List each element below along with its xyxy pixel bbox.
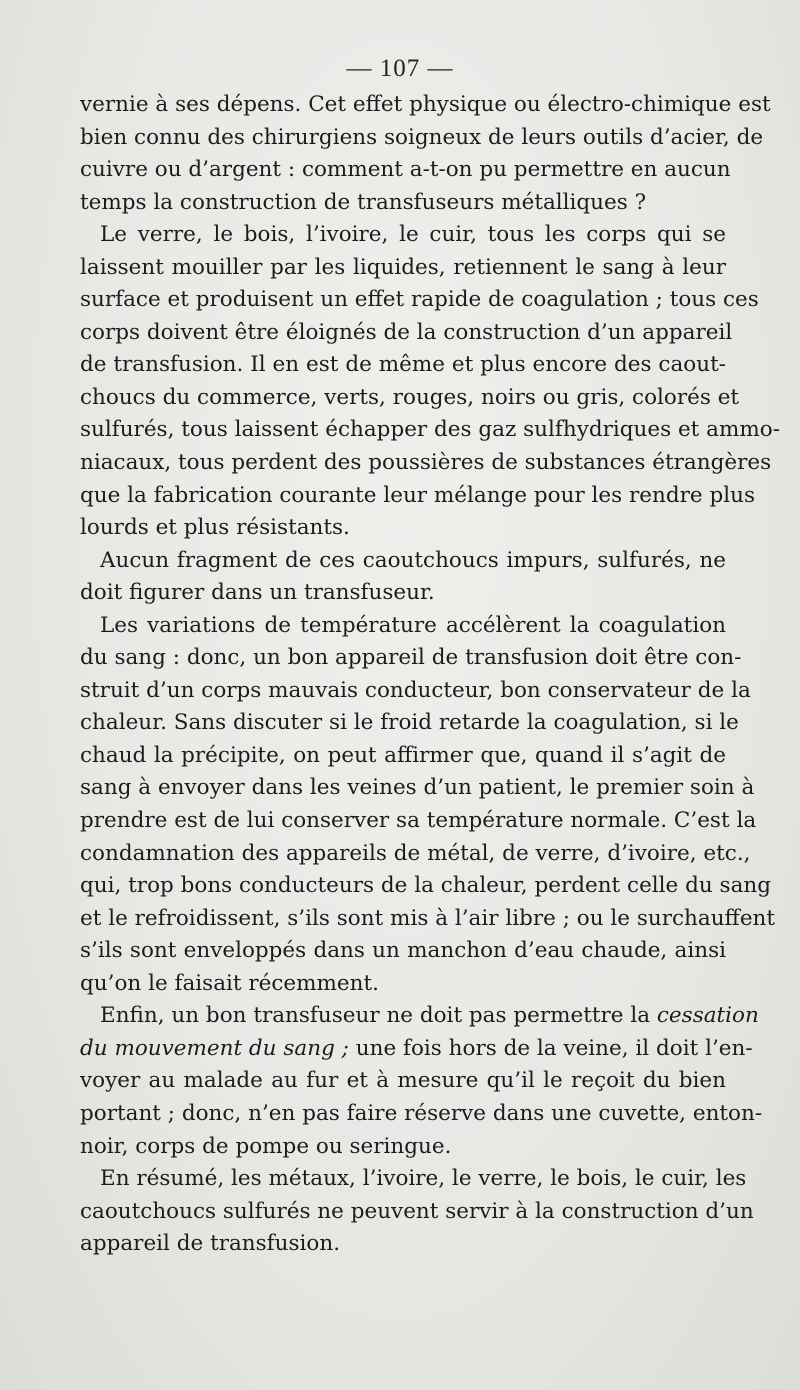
text-line-content: portant ; donc, n’en pas faire réserve dans une cuvette, enton-	[80, 1100, 763, 1126]
text-line	[80, 154, 731, 187]
text-line-content: et le refroidissent, s’ils sont mis à l’air libre ; ou le surchauffent	[80, 905, 776, 931]
text-line-content: cuivre ou d’argent : comment a-t-on pu permettre en aucun	[80, 157, 731, 183]
text-line-content: laissent mouiller par les liquides, retiennent le sang à leur	[80, 254, 726, 280]
text-line-content: vernie à ses dépens. Cet effet physique ou électro-chimique est	[80, 92, 771, 117]
text-line	[80, 382, 740, 415]
text-line	[80, 610, 726, 643]
text-line-content: de transfusion. Il en est de même et plus encore des caout-	[80, 352, 726, 378]
text-line	[80, 935, 726, 968]
text-line-content: corps doivent être éloignés de la construction d’un appareil	[80, 319, 733, 345]
text-line-content: chaud la précipite, on peut affirmer que, quand il s’agit de	[80, 742, 726, 768]
text-line-content: Enfin, un bon transfuseur ne doit pas permettre la	[100, 1003, 657, 1029]
text-line	[80, 219, 726, 252]
text-line-content: caoutchoucs sulfurés ne peuvent servir à la construction d’un	[80, 1198, 754, 1224]
text-line	[80, 447, 772, 480]
italic-phrase: cessation	[656, 1003, 759, 1029]
text-line	[80, 1163, 747, 1196]
text-line	[80, 1228, 726, 1261]
text-line	[80, 512, 726, 545]
text-line	[80, 1065, 726, 1098]
italic-phrase: du mouvement du sang ;	[80, 1035, 349, 1061]
text-line-content: En résumé, les métaux, l’ivoire, le verre, le bois, le cuir, les	[100, 1166, 747, 1192]
text-line-content: noir, corps de pompe ou seringue.	[80, 1133, 452, 1159]
text-line	[80, 480, 755, 513]
text-line-content: Le verre, le bois, l’ivoire, le cuir, tous les corps qui se	[100, 222, 726, 248]
text-line-content: struit d’un corps mauvais conducteur, bon conservateur de la	[80, 677, 751, 703]
text-line	[80, 317, 733, 350]
text-line	[80, 577, 726, 610]
text-line-content: surface et produisent un effet rapide de coagulation ; tous ces	[80, 287, 759, 313]
text-line	[80, 349, 726, 382]
text-line-content: sang à envoyer dans les veines d’un patient, le premier soin à	[80, 775, 755, 801]
text-line	[80, 968, 726, 1001]
text-line-content: qui, trop bons conducteurs de la chaleur, perdent celle du sang	[80, 873, 772, 899]
text-line	[80, 642, 742, 675]
text-line	[80, 838, 751, 871]
text-line	[80, 805, 757, 838]
page-number: — 107 —	[346, 55, 454, 82]
text-line-content: que la fabrication courante leur mélange pour les rendre plus	[80, 482, 755, 508]
text-line-content: doit figurer dans un transfuseur.	[80, 580, 435, 606]
text-line	[80, 675, 751, 708]
text-line	[80, 187, 726, 220]
text-line	[80, 414, 780, 447]
text-line-content: qu’on le faisait récemment.	[80, 970, 379, 996]
text-line	[80, 772, 755, 805]
text-line	[80, 284, 759, 317]
text-line-content: condamnation des appareils de métal, de verre, d’ivoire, etc.,	[80, 840, 751, 866]
text-line	[80, 707, 739, 740]
text-line	[80, 1033, 753, 1066]
text-line	[80, 1000, 759, 1033]
text-line-content: une fois hors de la veine, il doit l’en-	[348, 1035, 753, 1061]
text-line-content: appareil de transfusion.	[80, 1231, 341, 1257]
text-line-content: Aucun fragment de ces caoutchoucs impurs, sulfurés, ne	[100, 547, 726, 573]
text-line-content: bien connu des chirurgiens soigneux de leurs outils d’acier, de	[80, 124, 764, 150]
text-line-content: du sang : donc, un bon appareil de transfusion doit être con-	[80, 645, 742, 671]
text-line-content: niacaux, tous perdent des poussières de substances étrangères	[80, 450, 772, 476]
text-line	[80, 252, 726, 285]
text-line	[80, 1098, 763, 1131]
text-line-content: Les variations de température accélèrent la coagulation	[100, 612, 726, 638]
text-line-content: sulfurés, tous laissent échapper des gaz sulfhydriques et ammo-	[80, 417, 780, 443]
text-line	[80, 903, 776, 936]
text-line	[80, 740, 726, 773]
text-line	[80, 1131, 726, 1164]
text-line-content: s’ils sont enveloppés dans un manchon d’eau chaude, ainsi	[80, 938, 726, 964]
text-line	[80, 89, 771, 122]
text-line	[80, 1196, 754, 1229]
text-line-content: temps la construction de transfuseurs métalliques ?	[80, 189, 647, 215]
text-line-content: chaleur. Sans discuter si le froid retarde la coagulation, si le	[80, 710, 739, 736]
text-line-content: prendre est de lui conserver sa température normale. C’est la	[80, 808, 757, 834]
text-line	[80, 545, 726, 578]
text-line-content: voyer au malade au fur et à mesure qu’il le reçoit du bien	[80, 1068, 726, 1094]
text-line	[80, 870, 772, 903]
text-line-content: lourds et plus résistants.	[80, 515, 350, 541]
text-line	[80, 122, 764, 155]
body-text	[80, 89, 780, 1261]
text-line-content: choucs du commerce, verts, rouges, noirs ou gris, colorés et	[80, 384, 740, 410]
